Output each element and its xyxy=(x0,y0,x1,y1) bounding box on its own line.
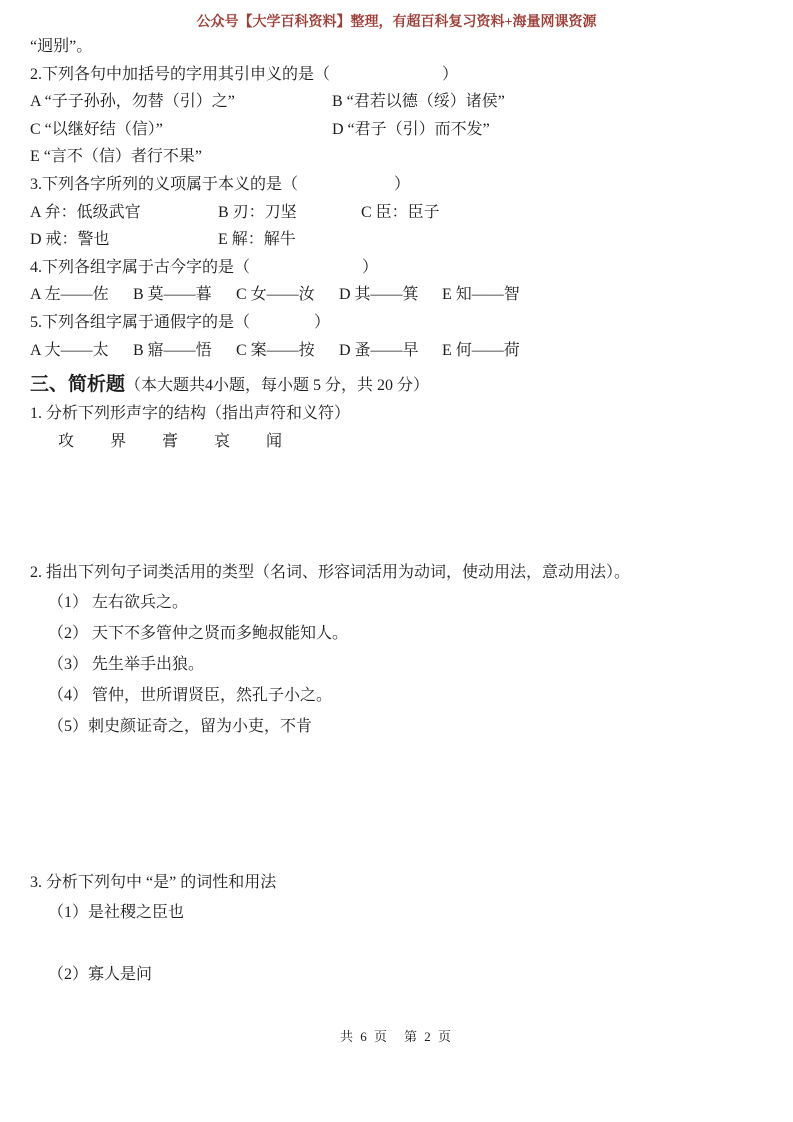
q4-option-b: B 莫——暮 xyxy=(133,286,212,304)
q2-option-e: E “言不（信）者行不果” xyxy=(30,148,202,166)
hanzi-char-1: 攻 xyxy=(58,432,75,450)
item2-sub-2: （2） 天下不多管仲之贤而多鲍叔能知人。 xyxy=(48,624,349,642)
section3-title-note: （本大题共4小题，每小题 5 分，共 20 分） xyxy=(125,377,430,395)
q2-option-a: A “子子孙孙，勿替（引）之” xyxy=(30,93,235,111)
header-notice: 公众号【大学百科资料】整理，有超百科复习资料+海量网课资源 xyxy=(196,15,597,30)
q2-option-b: B “君若以德（绥）诸侯” xyxy=(332,93,505,111)
q5-option-e: E 何——荷 xyxy=(442,341,520,359)
q3-stem: 3.下列各字所列的义项属于本义的是（ ） xyxy=(30,175,411,193)
q4-option-e: E 知——智 xyxy=(442,286,520,304)
q3-option-a: A 弁：低级武官 xyxy=(30,203,141,221)
section3-heading xyxy=(30,370,763,400)
exam-content xyxy=(0,33,793,990)
q5-option-b: B 寤——悟 xyxy=(133,341,212,359)
item2-sub-5: （5）刺史颜证奇之，留为小吏，不肯 xyxy=(48,717,313,735)
q2-options-row-1 xyxy=(30,88,763,116)
hanzi-char-3: 膏 xyxy=(162,432,179,450)
q3-option-b: B 刃：刀坚 xyxy=(218,203,297,221)
q2-options-row-2 xyxy=(30,116,763,144)
item1-characters xyxy=(58,428,763,456)
q2-option-c: C “以继好结（信）” xyxy=(30,120,163,138)
q5-options-row xyxy=(30,337,763,365)
page-footer: 共 6 页 第 2 页 xyxy=(339,1029,453,1044)
section3-title: 三、简析题 xyxy=(30,374,126,396)
q3-option-e: E 解：解牛 xyxy=(218,231,296,249)
item2-sub-1: （1） 左右欲兵之。 xyxy=(48,593,189,611)
q2-option-d: D “君子（引）而不发” xyxy=(332,120,490,138)
q4-stem: 4.下列各组字属于古今字的是（ ） xyxy=(30,258,379,276)
q4-option-d: D 其——箕 xyxy=(339,286,419,304)
item1-stem: 1. 分析下列形声字的结构（指出声符和义符） xyxy=(30,405,351,423)
q3-option-d: D 戒：警也 xyxy=(30,231,110,249)
q3-options-row-1 xyxy=(30,199,763,227)
q2-stem: 2.下列各句中加括号的字用其引申义的是（ ） xyxy=(30,65,459,83)
item2-sub-4: （4） 管仲，世所谓贤臣，然孔子小之。 xyxy=(48,686,333,704)
q3-option-c: C 臣：臣子 xyxy=(361,203,440,221)
q5-option-c: C 案——按 xyxy=(236,341,315,359)
q4-option-c: C 女——汝 xyxy=(236,286,315,304)
q4-options-row xyxy=(30,281,763,309)
hanzi-char-5: 闻 xyxy=(266,432,283,450)
q4-option-a: A 左——佐 xyxy=(30,286,109,304)
item3-stem: 3. 分析下列句中 “是” 的词性和用法 xyxy=(30,873,277,891)
hanzi-char-4: 哀 xyxy=(214,432,231,450)
q5-option-a: A 大——太 xyxy=(30,341,109,359)
item3-sub-1: （1）是社稷之臣也 xyxy=(48,903,185,921)
q5-stem: 5.下列各组字属于通假字的是（ ） xyxy=(30,313,331,331)
q3-options-row-2 xyxy=(30,226,763,254)
item2-stem: 2. 指出下列句子词类活用的类型（名词、形容词活用为动词，使动用法，意动用法）。 xyxy=(30,564,631,582)
item3-sub-2: （2）寡人是问 xyxy=(48,965,153,983)
carryover-text: “迥别”。 xyxy=(30,38,93,55)
q5-option-d: D 蚤——早 xyxy=(339,341,419,359)
hanzi-char-2: 界 xyxy=(110,432,127,450)
item2-sub-3: （3） 先生举手出狼。 xyxy=(48,655,205,673)
